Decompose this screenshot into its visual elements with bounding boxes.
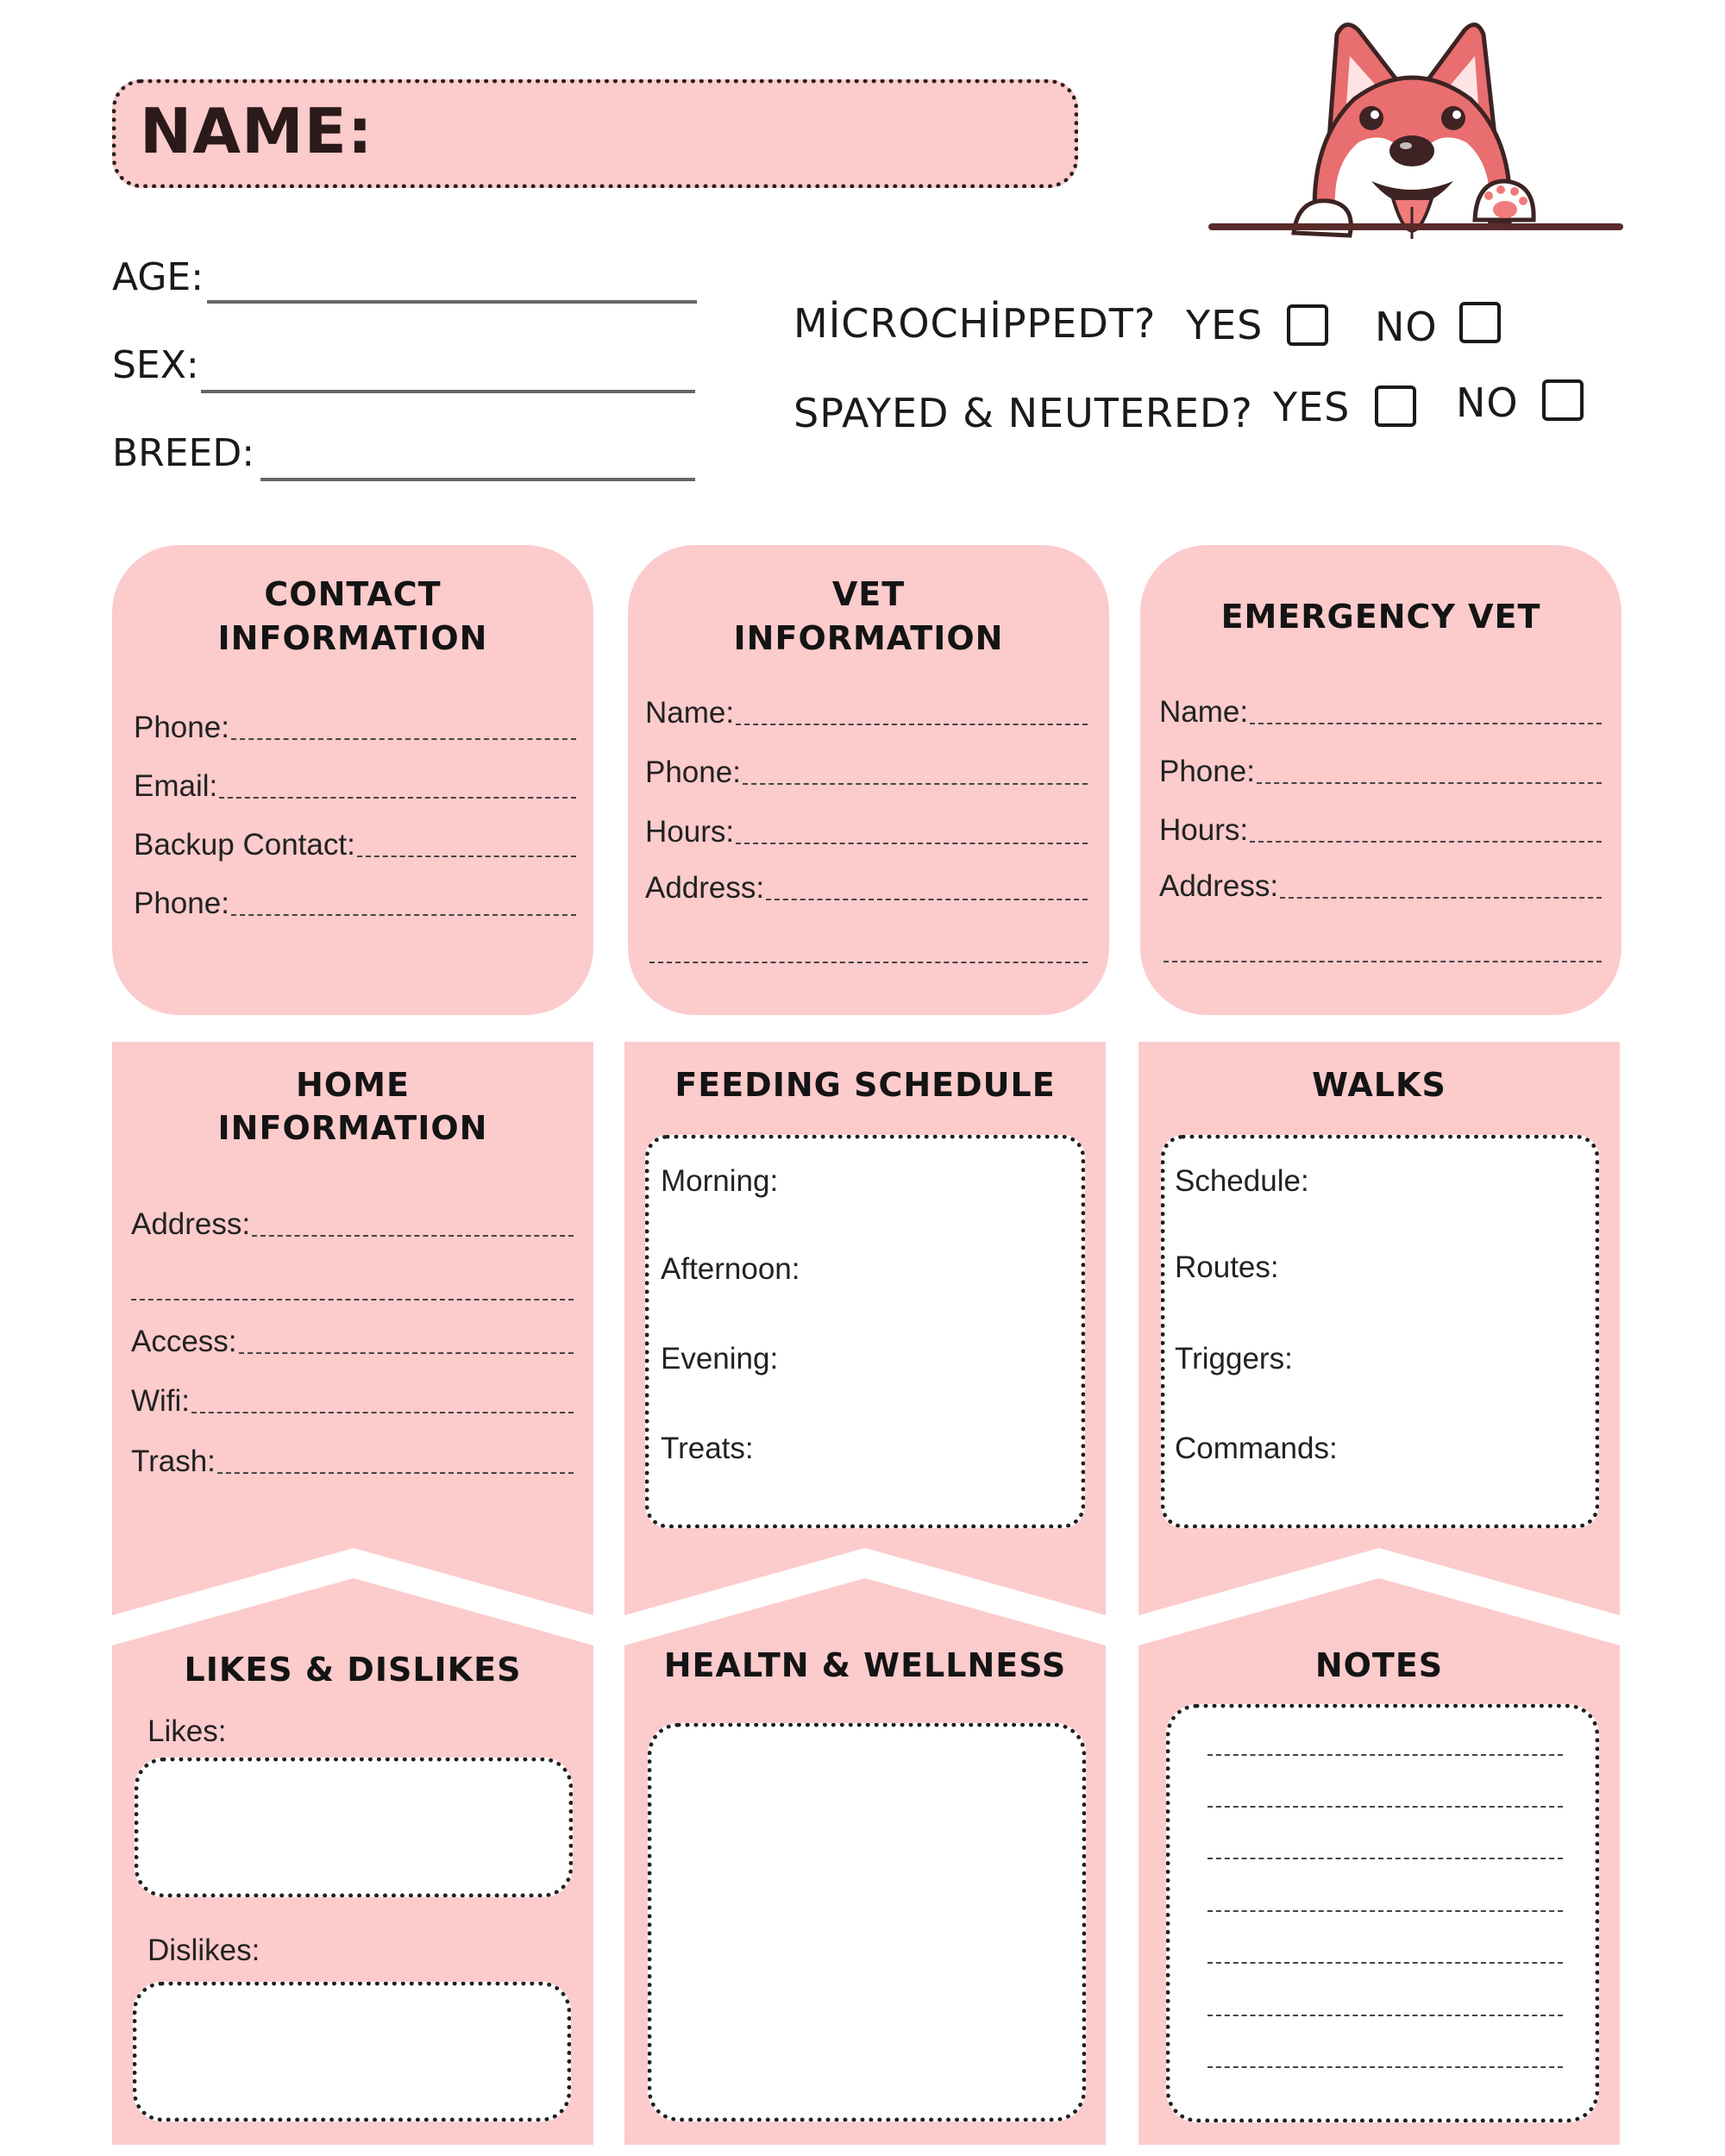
health-wellness-section	[624, 1645, 1106, 2145]
home-trash-field[interactable]	[131, 1445, 574, 1479]
field-label: Address:	[645, 871, 765, 905]
age-label: AGE:	[112, 255, 204, 299]
walks-title: WALKS	[1312, 1066, 1446, 1104]
notes-line[interactable]	[1208, 1806, 1563, 1808]
field-label: Backup Contact:	[134, 828, 355, 862]
spayed-yes-label: YES	[1273, 384, 1351, 430]
likes-label: Likes:	[147, 1714, 227, 1748]
feeding-evening-label: Evening:	[661, 1342, 779, 1376]
field-label: Phone:	[134, 887, 229, 920]
notes-line[interactable]	[1208, 2066, 1563, 2068]
field-label: Email:	[134, 769, 218, 803]
home-information-section	[112, 1042, 593, 1559]
feeding-treats-label: Treats:	[661, 1432, 754, 1465]
feeding-morning-label: Morning:	[661, 1164, 779, 1198]
home-title-line-1: HOME	[296, 1066, 410, 1104]
field-label: Name:	[645, 696, 735, 730]
home-wifi-field[interactable]	[131, 1384, 574, 1419]
field-label: Phone:	[645, 755, 741, 789]
walks-section	[1138, 1042, 1620, 1559]
breed-label: BREED:	[112, 431, 255, 475]
field-label: Name:	[1159, 695, 1249, 729]
sex-label: SEX:	[112, 343, 199, 387]
notes-section	[1138, 1645, 1620, 2145]
contact-title-line-2: INFORMATION	[217, 619, 488, 657]
health-title: HEALTN & WELLNESS	[663, 1646, 1067, 1684]
walks-commands-label: Commands:	[1175, 1432, 1338, 1465]
name-label: NAME:	[140, 95, 373, 167]
dislikes-label: Dislikes:	[147, 1934, 260, 1967]
field-label: Hours:	[645, 815, 735, 849]
home-access-field[interactable]	[131, 1325, 574, 1359]
field-label: Hours:	[1159, 813, 1249, 847]
field-label: Address:	[1159, 869, 1279, 903]
field-label: Phone:	[1159, 755, 1255, 788]
field-label: Wifi:	[131, 1384, 191, 1418]
microchipped-question: MİCROCHİPPEDT?	[794, 300, 1157, 347]
spayed-neutered-question: SPAYED & NEUTERED?	[794, 390, 1253, 436]
likes-box[interactable]	[135, 1758, 573, 1897]
home-title-line-2: INFORMATION	[217, 1109, 488, 1147]
microchipped-no-label: NO	[1375, 304, 1438, 350]
walks-triggers-label: Triggers:	[1175, 1342, 1293, 1376]
home-address-extra-line[interactable]	[131, 1299, 574, 1300]
home-address-field[interactable]	[131, 1207, 574, 1242]
vet-title-line-1: VET	[831, 575, 906, 613]
notes-line[interactable]	[1208, 1858, 1563, 1859]
vet-title-line-2: INFORMATION	[733, 619, 1004, 657]
likes-dislikes-section	[112, 1645, 593, 2145]
field-label: Access:	[131, 1325, 237, 1358]
notes-line[interactable]	[1208, 1910, 1563, 1912]
field-label: Trash:	[131, 1445, 216, 1478]
feeding-afternoon-label: Afternoon:	[661, 1252, 800, 1286]
field-label: Address:	[131, 1207, 251, 1241]
notes-line[interactable]	[1208, 2015, 1563, 2016]
likes-dislikes-title: LIKES & DISLIKES	[184, 1651, 522, 1689]
health-box[interactable]	[648, 1723, 1086, 2122]
notes-line[interactable]	[1208, 1754, 1563, 1756]
walks-schedule-label: Schedule:	[1175, 1164, 1309, 1198]
feeding-title: FEEDING SCHEDULE	[674, 1066, 1056, 1104]
notes-line[interactable]	[1208, 1962, 1563, 1964]
dislikes-box[interactable]	[133, 1982, 571, 2122]
notes-title: NOTES	[1314, 1646, 1444, 1684]
microchipped-yes-label: YES	[1186, 302, 1264, 348]
notes-box[interactable]	[1166, 1704, 1599, 2122]
emergency-vet-title: EMERGENCY VET	[1220, 598, 1541, 636]
feeding-schedule-section	[624, 1042, 1106, 1559]
contact-title-line-1: CONTACT	[264, 575, 442, 613]
spayed-no-label: NO	[1456, 379, 1519, 426]
walks-routes-label: Routes:	[1175, 1250, 1279, 1284]
field-label: Phone:	[134, 711, 229, 744]
